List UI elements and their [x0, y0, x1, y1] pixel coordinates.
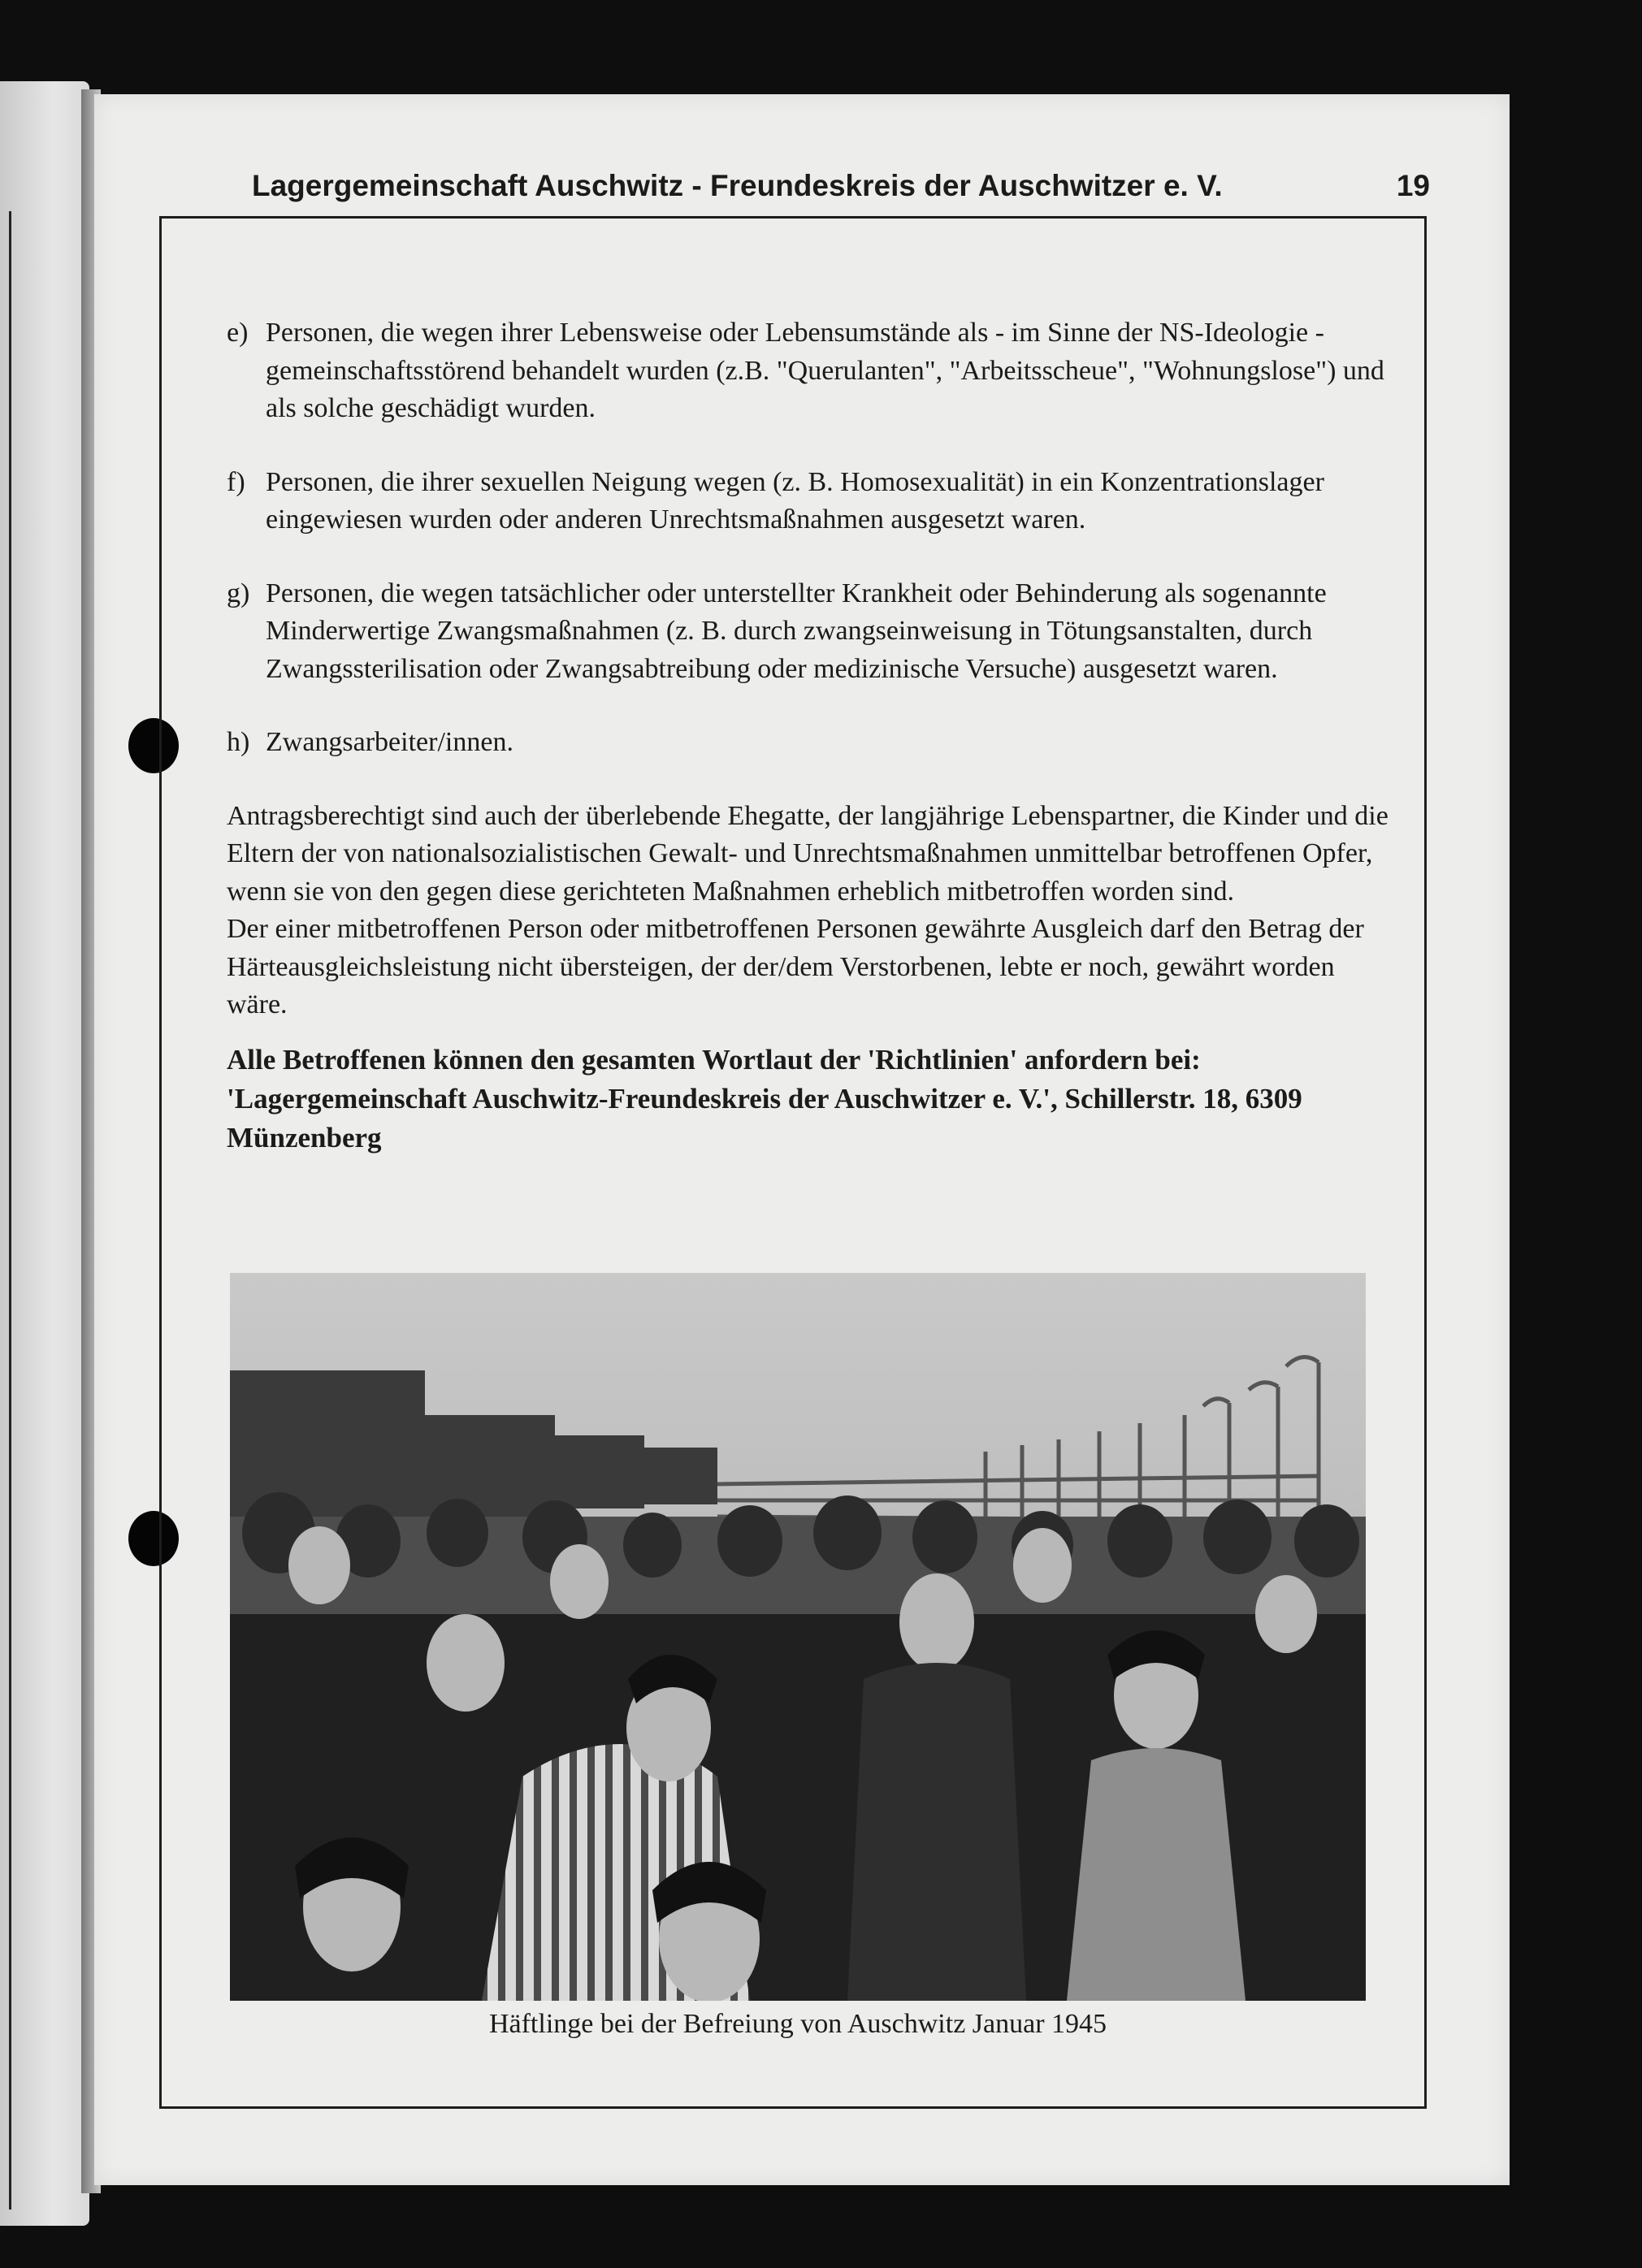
list-label: h) [227, 727, 250, 757]
list-label: g) [227, 578, 250, 608]
header-title: Lagergemeinschaft Auschwitz - Freundeskreis der Auschwitzer e. V. [252, 169, 1223, 202]
paragraph-eligibility: Antragsberechtigt sind auch der überlebende Ehegatte, der langjährige Lebenspartner, die Kinder und die Eltern der von nationalsozialistischen Gewalt- und Unrechtsmaßnahmen unmittelbar betroffenen Opfer, wenn sie von den gegen diese gerichteten Maßnahmen erheblich mitbetroffen worden sind. [227, 800, 1389, 907]
previous-page-edge [0, 81, 89, 2226]
list-text: Zwangsarbeiter/innen. [266, 727, 513, 757]
page-number: 19 [1396, 169, 1430, 202]
list-label: f) [227, 466, 245, 497]
list-text: Personen, die wegen tatsächlicher oder unterstellter Krankheit oder Behinderung als sogenannte Minderwertige Zwangsmaßnahmen (z. B. durch zwangseinweisung in Tötungsanstalten, durch Zwangssterilisation oder Zwangsabtreibung oder medizinische Versuche) ausgesetzt waren. [266, 578, 1327, 684]
liberation-photo [230, 1273, 1366, 2001]
list-item-e [227, 314, 1389, 428]
list-text: Personen, die ihrer sexuellen Neigung wegen (z. B. Homosexualität) in ein Konzentrationslager eingewiesen wurden oder anderen Unrechtsmaßnahmen ausgesetzt waren. [266, 466, 1324, 535]
photo-caption: Häftlinge bei der Befreiung von Auschwitz Januar 1945 [488, 2009, 1107, 2039]
list-text: Personen, die wegen ihrer Lebensweise oder Lebensumstände als - im Sinne der NS-Ideologie - gemeinschaftsstörend behandelt wurden (z.B. "Querulanten", "Arbeitsscheue", "Wohnungslose") und als solche geschädigt wurden. [266, 318, 1384, 423]
notice-contact: Alle Betroffenen können den gesamten Wortlaut der 'Richtlinien' anfordern bei: 'Lagergemeinschaft Auschwitz-Freundeskreis der Auschwitzer e. V.', Schillerstr. 18, 6309 Münzenberg [227, 1043, 1302, 1153]
running-header [252, 169, 1430, 214]
body-text [227, 314, 1389, 1158]
list-label: e) [227, 318, 249, 348]
previous-page-border [0, 211, 11, 2210]
content-frame [159, 216, 1427, 2109]
list-item-h [227, 724, 1389, 762]
list-item-g [227, 575, 1389, 689]
list-item-f [227, 464, 1389, 539]
paragraph-compensation: Der einer mitbetroffenen Person oder mitbetroffenen Personen gewährte Ausgleich darf den Betrag der Härteausgleichsleistung nicht übersteigen, der der/dem Verstorbenen, lebte er noch, gewährt worden wäre. [227, 914, 1364, 1019]
